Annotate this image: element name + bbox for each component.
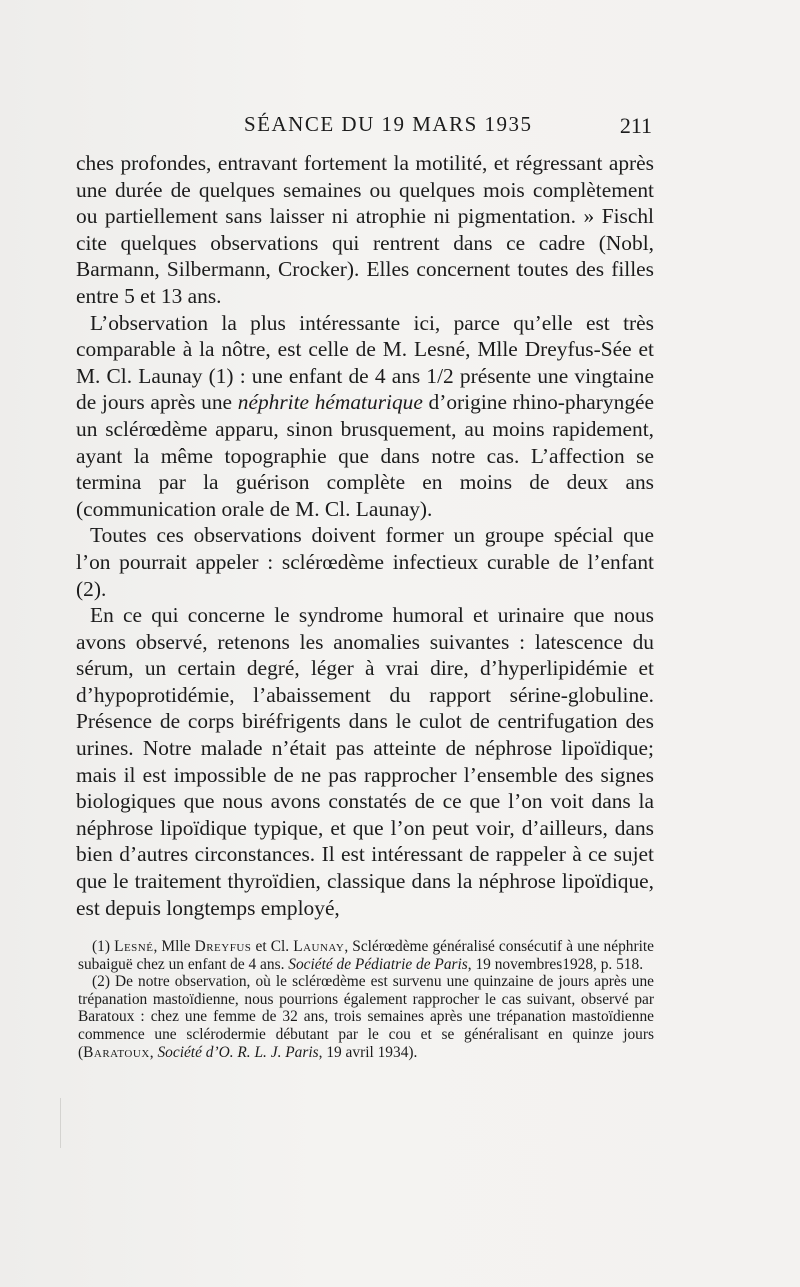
margin-mark: [60, 1098, 77, 1148]
footnote-1-journal: Société de Pédiatrie de Paris: [288, 955, 468, 973]
footnote-1-text-d: , 19 novembres1928, p. 518.: [467, 955, 644, 973]
running-head: [76, 112, 654, 142]
footnote-2-text: (2) De notre observation, où le sclérœdème est survenu une quinzaine de jours après une trépanation mastoïdienne, nous pourrions également rapprocher le cas suivant, observé par Baratoux : chez une femme de 32 ans, trois semaines après une trépanation mastoïdienne commence une sclérodermie débutant par le cou et se généralisant en quinze jours (: [78, 973, 654, 1061]
paragraph-2-end: d’origine rhino-pharyngée un sclérœdème apparu, sinon brusquement, au moins rapidement, ayant la même topographie que dans notre cas. L’affection se termina par la guérison complète en moins de deux ans (communication orale de M. Cl. Launay).: [76, 390, 654, 521]
footnote-2-sep: ,: [149, 1043, 158, 1061]
footnote-2: [78, 973, 654, 1061]
footnote-1-author-launay: Launay: [293, 938, 345, 955]
footnote-1-author-dreyfus: Dreyfus: [194, 938, 252, 955]
paragraph-4: En ce qui concerne le syndrome humoral et urinaire que nous avons observé, retenons les anomalies suivantes : latescence du sérum, un certain degré, léger à vrai dire, d’hyperlipidémie et d’hypoprotidémie, l’abaissement du rapport sérine-globuline. Présence de corps biréfrigents dans le culot de centrifugation des urines. Notre malade n’était pas atteinte de néphrose lipoïdique; mais il est impossible de ne pas rapprocher l’ensemble des signes biologiques que nous avons constatés de ce que l’on voit dans la néphrose lipoïdique typique, et que l’on peut voir, d’ailleurs, dans bien d’autres circonstances. Il est intéressant de rappeler à ce sujet que le traitement thyroïdien, classique dans la néphrose lipoïdique, est depuis longtemps employé,: [76, 603, 654, 920]
footnote-1-text-b: et Cl.: [251, 938, 294, 955]
body-text: [76, 150, 654, 921]
paragraph-2: [76, 310, 654, 523]
footnote-2-author: Baratoux: [83, 1043, 150, 1061]
paragraph-1: ches profondes, entravant fortement la motilité, et régressant après une durée de quelques semaines ou quelques mois complètement ou partiellement sans laisser ni atrophie ni pigmentation. » Fischl cite quelques observations qui rentrent dans ce cadre (Nobl, Barmann, Silbermann, Crocker). Elles concernent toutes des filles entre 5 et 13 ans.: [76, 151, 654, 308]
footnote-1-author-lesne: Lesné: [114, 938, 154, 955]
paragraph-2-start: L’observation la plus intéressante ici, parce qu’elle est très comparable à la nôtre, est celle de M. Lesné, Mlle Dreyfus-Sée et M. Cl. Launay (1) : une enfant de 4 ans 1/2 présente une vingtaine de jours après une: [76, 310, 654, 415]
paragraph-3: Toutes ces observations doivent former un groupe spécial que l’on pourrait appeler : sclérœdème infectieux curable de l’enfant (2).: [76, 523, 654, 601]
page-number: 211: [619, 113, 652, 138]
footnote-2-end: , 19 avril 1934).: [318, 1043, 418, 1061]
footnotes: [78, 938, 654, 1061]
footnote-2-journal: Société d’O. R. L. J. Paris: [157, 1043, 319, 1061]
running-title: SÉANCE DU 19 MARS 1935: [244, 112, 533, 136]
footnote-1-text-c: , Sclérœdème généralisé consécutif à une néphrite subaiguë chez un enfant de 4 ans.: [78, 938, 654, 973]
footnote-1: [78, 938, 654, 973]
footnote-1-text-a: , Mlle: [153, 938, 195, 955]
paragraph-2-italic: néphrite hématurique: [237, 390, 423, 415]
footnote-1-marker: (1): [92, 938, 110, 955]
